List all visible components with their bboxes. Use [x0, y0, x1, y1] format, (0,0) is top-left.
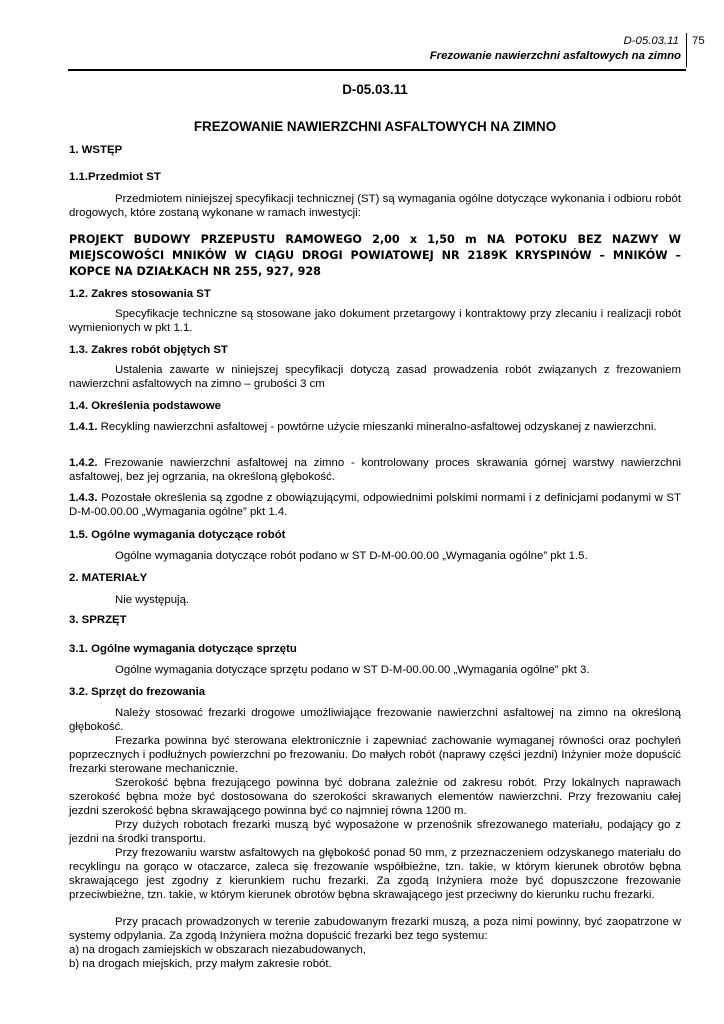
- project-title: PROJEKT BUDOWY PRZEPUSTU RAMOWEGO 2,00 x 1,50 m NA POTOKU BEZ NAZWY W MIEJSCOWOŚCI MNIKÓW W CIĄGU DROGI POWIATOWEJ NR 2189K KRYSPINÓW – MNIKÓW – KOPCE NA DZIAŁKACH NR 255, 927, 928: [69, 233, 681, 278]
- section-heading-2: 2. MATERIAŁY: [69, 572, 148, 584]
- paragraph-3-2-3: Szerokość bębna frezującego powinna być dobrana zależnie od zakresu robót. Przy lokalnych naprawach szerokość bębna może być dostosowana do szerokości skrawanych elementów nawierzchni. Przy frezowaniu całej jezdni szerokość bębna skrawającego powinna być co najmniej równa 1200 m.: [69, 777, 681, 817]
- section-heading-1-1: 1.1.Przedmiot ST: [69, 171, 161, 183]
- paragraph-1-2: Specyfikacje techniczne są stosowane jako dokument przetargowy i kontraktowy przy zlecaniu i realizacji robót wymienionych w pkt 1.1.: [69, 308, 681, 334]
- section-heading-1: 1. WSTĘP: [69, 144, 123, 156]
- definition-text: Frezowanie nawierzchni asfaltowej na zimno - kontrolowany proces skrawania górnej warstwy nawierzchni asfaltowej, bez jej ogrzania, na określoną głębokość.: [69, 457, 681, 483]
- section-heading-1-2: 1.2. Zakres stosowania ST: [69, 288, 211, 300]
- running-header: [430, 34, 681, 64]
- header-title: Frezowanie nawierzchni asfaltowych na zimno: [429, 50, 681, 62]
- page-number: 75: [692, 35, 705, 47]
- list-item-b: b) na drogach miejskich, przy małym zakresie robót.: [69, 958, 332, 970]
- section-heading-1-5: 1.5. Ogólne wymagania dotyczące robót: [69, 529, 286, 541]
- paragraph-1-1: Przedmiotem niniejszej specyfikacji technicznej (ST) są wymagania ogólne dotyczące wykonania i odbioru robót drogowych, które zostaną wykonane w ramach inwestycji:: [69, 193, 681, 219]
- paragraph-1-5: Ogólne wymagania dotyczące robót podano w ST D-M-00.00.00 „Wymagania ogólne” pkt 1.5.: [115, 550, 588, 562]
- definition-number: 1.4.3.: [69, 492, 98, 504]
- definition-number: 1.4.1.: [69, 421, 98, 433]
- definition-text: Pozostałe określenia są zgodne z obowiązującymi, odpowiednimi polskimi normami i z definicjami podanymi w ST D-M-00.00.00 „Wymagania ogólne” pkt 1.4.: [69, 492, 681, 518]
- paragraph-3-2-1: Należy stosować frezarki drogowe umożliwiające frezowanie nawierzchni asfaltowej na zimno na określoną głębokość.: [69, 707, 681, 733]
- header-separator: [686, 33, 687, 67]
- section-heading-3-2: 3.2. Sprzęt do frezowania: [69, 686, 206, 698]
- definition-1-4-1: [69, 420, 681, 434]
- document-title: FREZOWANIE NAWIERZCHNI ASFALTOWYCH NA ZIMNO: [193, 119, 557, 134]
- list-item-a: a) na drogach zamiejskich w obszarach niezabudowanych,: [69, 944, 366, 956]
- paragraph-2: Nie występują.: [115, 594, 190, 606]
- paragraph-3-2-6: Przy pracach prowadzonych w terenie zabudowanym frezarki muszą, a poza nimi powinny, być zaopatrzone w systemy odpylania. Za zgodą Inżyniera można dopuścić frezarki bez tego systemu:: [69, 916, 681, 942]
- header-code: D-05.03.11: [623, 35, 679, 47]
- paragraph-3-2-4: Przy dużych robotach frezarki muszą być wyposażone w przenośnik sfrezowanego materiału, podający go z jezdni na środki transportu.: [69, 819, 681, 845]
- section-heading-1-3: 1.3. Zakres robót objętych ST: [69, 344, 228, 356]
- definition-number: 1.4.2.: [69, 457, 98, 469]
- definition-1-4-3: [69, 491, 681, 519]
- section-heading-3-1: 3.1. Ogólne wymagania dotyczące sprzętu: [69, 643, 297, 655]
- section-heading-3: 3. SPRZĘT: [69, 614, 127, 626]
- definition-1-4-2: [69, 456, 681, 484]
- paragraph-3-2-5: Przy frezowaniu warstw asfaltowych na głębokość ponad 50 mm, z przeznaczeniem odzyskanego materiału do recyklingu na gorąco w otaczarce, zaleca się frezowanie współbieżne, tzn. takie, w którym kierunek obrotów bębna skrawającego jest zgodny z kierunkiem ruchu frezarki. Za zgodą Inżyniera może być dopuszczone frezowanie przeciwbieżne, tzn. takie, w którym kierunek obrotów bębna skrawającego jest przeciwny do kierunku ruchu frezarki.: [69, 847, 681, 901]
- paragraph-3-2-2: Frezarka powinna być sterowana elektronicznie i zapewniać zachowanie wymaganej równości oraz pochyleń poprzecznych i podłużnych powierzchni po frezowaniu. Do małych robót (naprawy części jezdni) Inżynier może dopuścić frezarki sterowane mechanicznie.: [69, 735, 681, 775]
- definition-text: Recykling nawierzchni asfaltowej - powtórne użycie mieszanki mineralno-asfaltowej odzyskanej z nawierzchni.: [97, 421, 657, 433]
- header-rule: [68, 69, 686, 71]
- document-code: D-05.03.11: [342, 82, 408, 97]
- paragraph-1-3: Ustalenia zawarte w niniejszej specyfikacji dotyczą zasad prowadzenia robót związanych z frezowaniem nawierzchni asfaltowych na zimno – grubości 3 cm: [69, 364, 681, 390]
- section-heading-1-4: 1.4. Określenia podstawowe: [69, 400, 221, 412]
- paragraph-3-1: Ogólne wymagania dotyczące sprzętu podano w ST D-M-00.00.00 „Wymagania ogólne” pkt 3.: [115, 664, 590, 676]
